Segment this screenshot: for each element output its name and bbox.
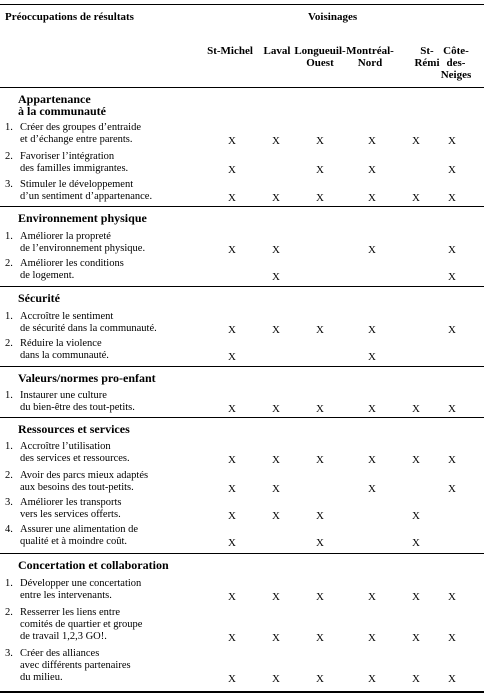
check-mark: X <box>228 632 236 644</box>
item-number: 1. <box>5 311 13 322</box>
check-mark: X <box>448 591 456 603</box>
item-text: Assurer une alimentation de qualité et à moindre coût. <box>20 524 139 547</box>
item-number: 1. <box>5 578 13 589</box>
section-divider <box>0 286 484 287</box>
item-text: Accroître le sentiment de sécurité dans la communauté. <box>20 311 157 334</box>
item-number: 2. <box>5 258 13 269</box>
item-text: Créer des alliances avec différents partenaires du milieu. <box>20 648 131 683</box>
item-number: 3. <box>5 179 13 190</box>
item-number: 3. <box>5 497 13 508</box>
check-mark: X <box>448 271 456 283</box>
item-text: Développer une concertation entre les intervenants. <box>20 578 142 601</box>
check-mark: X <box>228 403 236 415</box>
check-mark: X <box>368 244 376 256</box>
check-mark: X <box>412 537 420 549</box>
check-mark: X <box>316 403 324 415</box>
check-mark: X <box>316 324 324 336</box>
section-divider <box>0 366 484 367</box>
check-mark: X <box>412 192 420 204</box>
section-title: Valeurs/normes pro-enfant <box>18 371 156 385</box>
item-number: 1. <box>5 441 13 452</box>
check-mark: X <box>272 324 280 336</box>
check-mark: X <box>316 537 324 549</box>
check-mark: X <box>228 483 236 495</box>
check-mark: X <box>412 510 420 522</box>
check-mark: X <box>316 591 324 603</box>
item-number: 1. <box>5 122 13 133</box>
check-mark: X <box>228 135 236 147</box>
item-text: Accroître l’utilisation des services et ressources. <box>20 441 130 464</box>
item-number: 1. <box>5 390 13 401</box>
check-mark: X <box>272 192 280 204</box>
check-mark: X <box>272 454 280 466</box>
item-number: 1. <box>5 231 13 242</box>
check-mark: X <box>228 244 236 256</box>
column-header: Côte- des- Neiges <box>440 45 472 81</box>
item-number: 2. <box>5 151 13 162</box>
check-mark: X <box>448 483 456 495</box>
section-divider <box>0 87 484 88</box>
item-text: Instaurer une culture du bien-être des tout-petits. <box>20 390 135 413</box>
item-number: 2. <box>5 607 13 618</box>
item-text: Avoir des parcs mieux adaptés aux besoins des tout-petits. <box>20 470 149 493</box>
check-mark: X <box>368 135 376 147</box>
item-text: Stimuler le développement d’un sentiment d’appartenance. <box>20 179 153 202</box>
check-mark: X <box>448 632 456 644</box>
check-mark: X <box>272 271 280 283</box>
column-header: Montréal- Nord <box>346 45 394 69</box>
check-mark: X <box>412 632 420 644</box>
check-mark: X <box>412 673 420 685</box>
check-mark: X <box>272 632 280 644</box>
item-number: 4. <box>5 524 13 535</box>
item-text: Réduire la violence dans la communauté. <box>20 338 109 361</box>
column-header: St-Michel <box>207 45 253 57</box>
check-mark: X <box>228 164 236 176</box>
check-mark: X <box>412 403 420 415</box>
check-mark: X <box>368 483 376 495</box>
check-mark: X <box>448 454 456 466</box>
check-mark: X <box>228 673 236 685</box>
check-mark: X <box>448 192 456 204</box>
check-mark: X <box>228 192 236 204</box>
check-mark: X <box>368 324 376 336</box>
check-mark: X <box>316 135 324 147</box>
item-number: 2. <box>5 338 13 349</box>
check-mark: X <box>448 244 456 256</box>
section-divider <box>0 417 484 418</box>
check-mark: X <box>368 454 376 466</box>
check-mark: X <box>412 591 420 603</box>
check-mark: X <box>448 164 456 176</box>
check-mark: X <box>272 510 280 522</box>
section-divider <box>0 691 484 693</box>
check-mark: X <box>316 632 324 644</box>
check-mark: X <box>412 454 420 466</box>
check-mark: X <box>412 135 420 147</box>
column-header: St- Rémi <box>414 45 440 69</box>
item-text: Resserrer les liens entre comités de quartier et groupe de travail 1,2,3 GO!. <box>20 607 143 642</box>
check-mark: X <box>448 673 456 685</box>
column-header: Laval <box>263 45 291 57</box>
item-text: Créer des groupes d’entraide et d’échange entre parents. <box>20 122 141 145</box>
check-mark: X <box>316 454 324 466</box>
check-mark: X <box>316 673 324 685</box>
check-mark: X <box>448 324 456 336</box>
section-title: Concertation et collaboration <box>18 558 169 572</box>
check-mark: X <box>272 244 280 256</box>
item-number: 3. <box>5 648 13 659</box>
check-mark: X <box>448 403 456 415</box>
header-left: Préoccupations de résultats <box>5 11 134 23</box>
check-mark: X <box>228 351 236 363</box>
check-mark: X <box>448 135 456 147</box>
check-mark: X <box>368 403 376 415</box>
check-mark: X <box>368 351 376 363</box>
top-rule <box>0 4 484 5</box>
item-text: Améliorer les conditions de logement. <box>20 258 124 281</box>
item-text: Favoriser l’intégration des familles immigrantes. <box>20 151 129 174</box>
item-text: Améliorer la propreté de l’environnement physique. <box>20 231 146 254</box>
section-title: Ressources et services <box>18 422 130 436</box>
check-mark: X <box>368 673 376 685</box>
item-text: Améliorer les transports vers les services offerts. <box>20 497 122 520</box>
header-right: Voisinages <box>308 11 358 23</box>
section-title: Appartenance à la communauté <box>18 92 106 118</box>
column-header: Longueuil- Ouest <box>294 45 346 69</box>
check-mark: X <box>316 510 324 522</box>
check-mark: X <box>228 510 236 522</box>
check-mark: X <box>228 537 236 549</box>
item-number: 2. <box>5 470 13 481</box>
check-mark: X <box>272 135 280 147</box>
check-mark: X <box>272 403 280 415</box>
check-mark: X <box>368 632 376 644</box>
check-mark: X <box>368 164 376 176</box>
section-divider <box>0 553 484 554</box>
check-mark: X <box>316 192 324 204</box>
check-mark: X <box>368 192 376 204</box>
section-title: Environnement physique <box>18 211 147 225</box>
check-mark: X <box>272 673 280 685</box>
check-mark: X <box>228 454 236 466</box>
section-title: Sécurité <box>18 291 60 305</box>
check-mark: X <box>272 483 280 495</box>
check-mark: X <box>228 324 236 336</box>
check-mark: X <box>272 591 280 603</box>
section-divider <box>0 206 484 207</box>
check-mark: X <box>316 164 324 176</box>
check-mark: X <box>228 591 236 603</box>
check-mark: X <box>368 591 376 603</box>
